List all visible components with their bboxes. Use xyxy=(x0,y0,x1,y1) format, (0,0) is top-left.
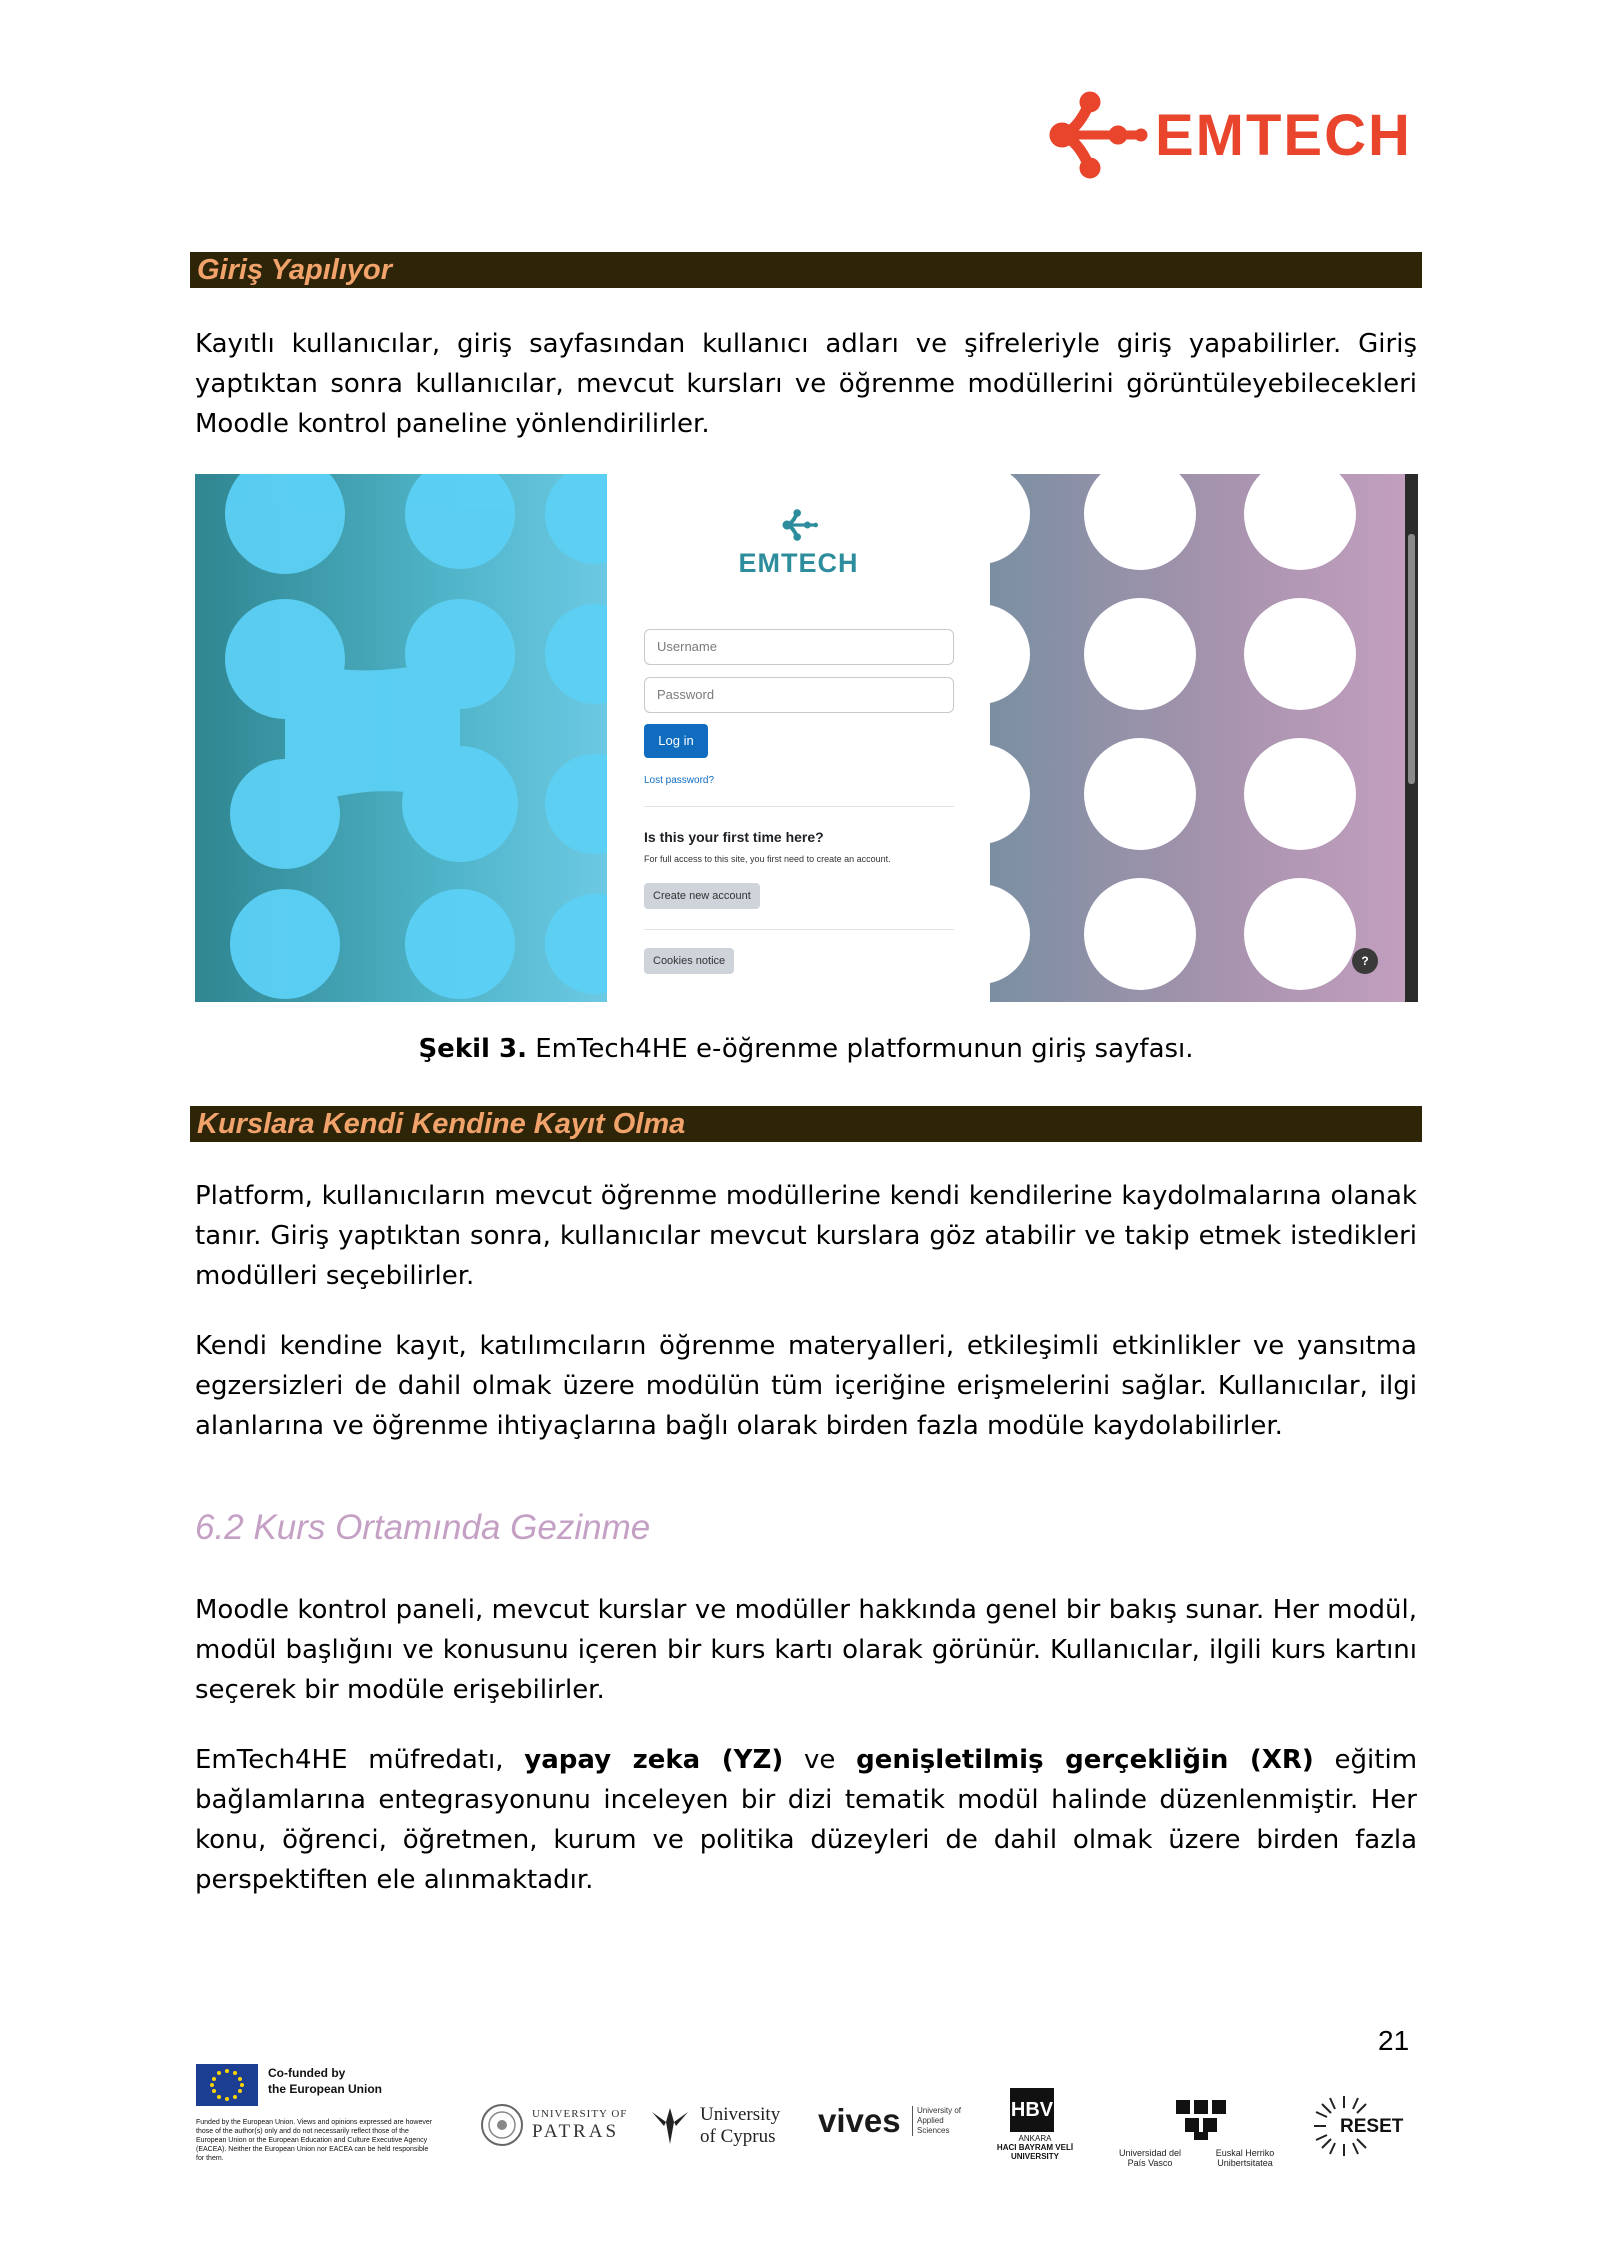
emtech-logo xyxy=(1040,80,1420,190)
ehu-right-text: Euskal Herriko Unibertsitatea xyxy=(1215,2148,1275,2168)
cyprus-line2: of Cyprus xyxy=(700,2126,776,2147)
section-heading-bar-enrol xyxy=(190,1106,1422,1142)
hbv-logo-mark: HBV xyxy=(1010,2088,1054,2132)
decorative-molecule-pattern-left xyxy=(195,474,607,1002)
paragraph-navigation-2 xyxy=(195,1740,1417,1900)
text-run: ve xyxy=(783,1745,857,1775)
figure-caption-label: Şekil 3. xyxy=(418,1034,527,1064)
cookies-notice-button[interactable]: Cookies notice xyxy=(644,948,734,974)
password-field[interactable]: Password xyxy=(644,677,954,713)
lost-password-link[interactable]: Lost password? xyxy=(644,775,715,786)
section-heading-enrol: Kurslara Kendi Kendine Kayıt Olma xyxy=(197,1108,686,1140)
section-heading-navigation: 6.2 Kurs Ortamında Gezinme xyxy=(195,1508,651,1547)
bold-term-ai: yapay zeka (YZ) xyxy=(524,1745,784,1775)
eu-disclaimer: Funded by the European Union. Views and opinions expressed are however those of the author(s) only and do not necessarily reflect those of the European Union or the European Education and Culture Executive Agency (EACEA). Neither the European Union nor EACEA can be held responsible for them. xyxy=(196,2119,433,2162)
ehu-left-text: Universidad del País Vasco xyxy=(1118,2148,1182,2168)
text-run: EmTech4HE müfredatı, xyxy=(195,1745,525,1775)
background-right xyxy=(990,474,1405,1002)
patras-line1: UNIVERSITY OF xyxy=(532,2108,628,2120)
bold-term-xr: genişletilmiş gerçekliğin (XR) xyxy=(856,1745,1314,1775)
emtech-brand-icon xyxy=(779,502,819,548)
decorative-circle-pattern-right xyxy=(990,474,1405,1002)
hbv-line1: ANKARA xyxy=(1018,2134,1052,2143)
university-of-patras-seal-icon xyxy=(480,2103,524,2147)
page-number: 21 xyxy=(1378,2025,1410,2056)
hbv-line3: UNIVERSITY xyxy=(1010,2152,1059,2161)
emtech-logo-text: EMTECH xyxy=(1155,103,1412,168)
figure-caption xyxy=(190,1034,1422,1064)
divider xyxy=(644,806,954,807)
help-button[interactable]: ? xyxy=(1352,948,1378,974)
ehu-emblem-icon xyxy=(1172,2096,1232,2142)
figure-caption-text: EmTech4HE e-öğrenme platformunun giriş sayfası. xyxy=(526,1034,1194,1064)
divider xyxy=(644,929,954,930)
first-time-heading: Is this your first time here? xyxy=(644,829,824,845)
section-heading-login: Giriş Yapılıyor xyxy=(197,254,393,286)
login-brand-text: EMTECH xyxy=(738,548,859,578)
first-time-text: For full access to this site, you first need to create an account. xyxy=(644,854,891,864)
background-left xyxy=(195,474,607,1002)
create-account-button[interactable]: Create new account xyxy=(644,883,760,909)
footer-eu-block xyxy=(196,2062,433,2202)
username-field[interactable]: Username xyxy=(644,629,954,665)
paragraph-login: Kayıtlı kullanıcılar, giriş sayfasından kullanıcı adları ve şifreleriyle giriş yapabilirler. Giriş yaptıktan sonra kullanıcılar, mevcut kursları ve öğrenme modüllerini görüntüleyebilecekleri Moodle kontrol paneline yönlendirilirler. xyxy=(195,329,1417,439)
reset-logo-text: RESET xyxy=(1340,2116,1404,2137)
eu-flag-icon xyxy=(196,2064,258,2106)
eu-title-line1: Co-funded by xyxy=(268,2066,346,2080)
hbv-line2: HACI BAYRAM VELİ xyxy=(996,2143,1074,2152)
text-run: eğitim bağlamlarına entegrasyonunu inceleyen bir dizi tematik modül halinde düzenlenmiştir. Her konu, öğrenci, öğretmen, kurum ve politika düzeyleri de dahil olmak üzere birden fazla perspektiften ele alınmaktadır. xyxy=(195,1745,1418,1895)
login-page-screenshot xyxy=(195,474,1418,1002)
emtech-logo-icon xyxy=(1040,80,1150,190)
cyprus-line1: University xyxy=(700,2104,781,2125)
login-panel xyxy=(607,474,990,1002)
vives-logo-text: vives xyxy=(818,2102,901,2139)
paragraph-enrol-2: Kendi kendine kayıt, katılımcıların öğrenme materyalleri, etkileşimli etkinlikler ve yansıtma egzersizleri de dahil olmak üzere modülün tüm içeriğine erişmelerini sağlar. Kullanıcılar, ilgi alanlarına ve öğrenme ihtiyaçlarına bağlı olarak birden fazla modüle kaydolabilirler. xyxy=(195,1331,1417,1441)
scrollbar-thumb[interactable] xyxy=(1408,534,1415,784)
paragraph-enrol-1: Platform, kullanıcıların mevcut öğrenme modüllerine kendi kendilerine kaydolmalarına olanak tanır. Giriş yaptıktan sonra, kullanıcılar mevcut kurslara göz atabilir ve takip etmek istedikleri modülleri seçebilirler. xyxy=(195,1181,1417,1291)
login-button[interactable]: Log in xyxy=(644,724,708,758)
section-heading-bar-login xyxy=(190,252,1422,288)
university-of-cyprus-tree-icon xyxy=(650,2104,690,2146)
paragraph-navigation-1: Moodle kontrol paneli, mevcut kurslar ve modüller hakkında genel bir bakış sunar. Her modül, modül başlığını ve konusunu içeren bir kurs kartı olarak görünür. Kullanıcılar, ilgili kurs kartını seçerek bir modüle erişebilirler. xyxy=(195,1595,1417,1705)
vives-subtext: University of Applied Sciences xyxy=(912,2106,967,2136)
patras-line2: PATRAS xyxy=(532,2121,620,2142)
scrollbar[interactable] xyxy=(1405,474,1418,1002)
eu-title-line2: the European Union xyxy=(268,2082,382,2096)
